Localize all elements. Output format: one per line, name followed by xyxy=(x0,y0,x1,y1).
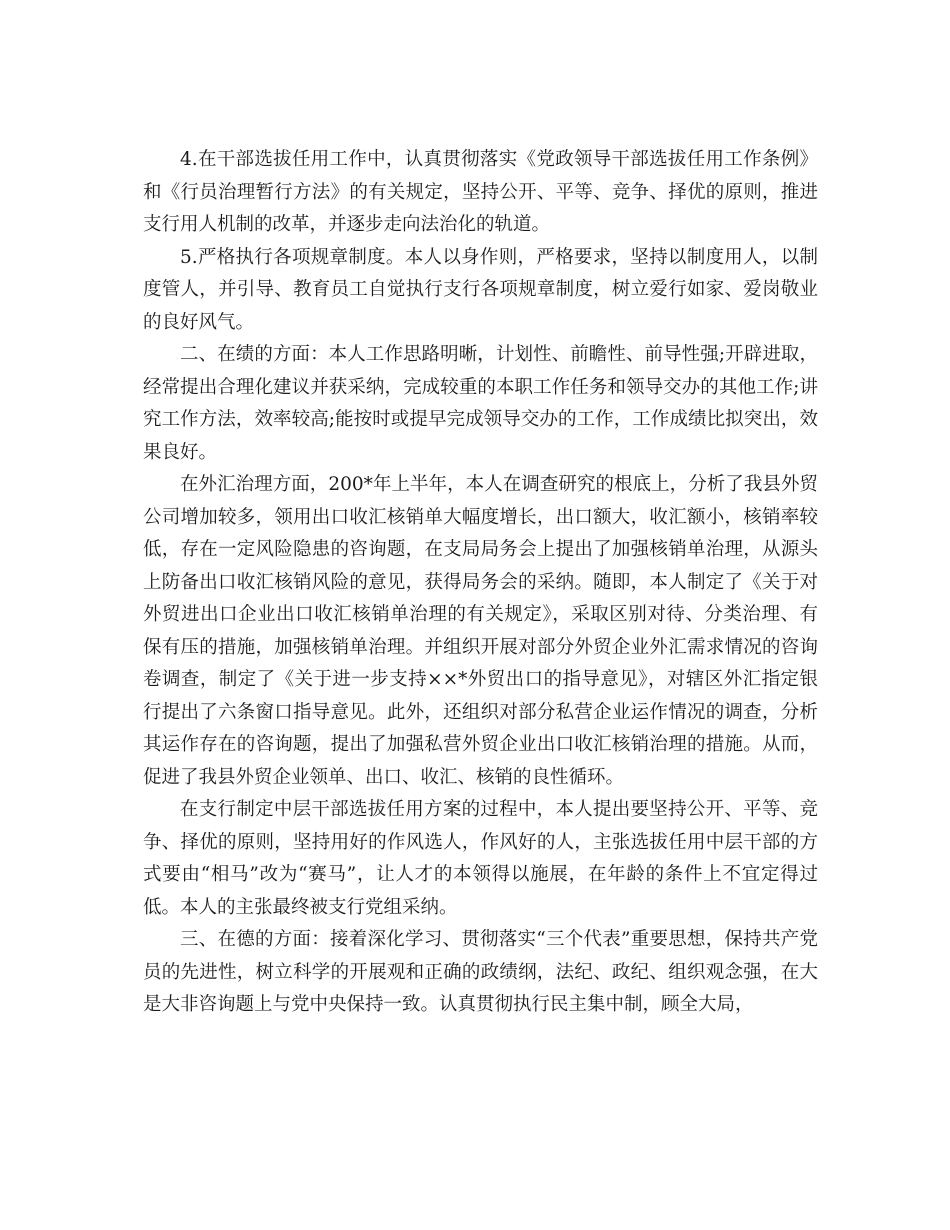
paragraph-morality: 三、在德的方面：接着深化学习、贯彻落实“三个代表”重要思想，保持共产党员的先进性，树立科学的开展观和正确的政绩纲，法纪、政纪、组织观念强，在大是大非咨询题上与党中央保持一致。认真贯彻执行民主集中制，顾全大局， xyxy=(143,929,818,1015)
paragraph-cadre-selection: 4.在干部选拔任用工作中，认真贯彻落实《党政领导干部选拔任用工作条例》和《行员治理暂行方法》的有关规定，坚持公开、平等、竞争、择优的原则，推进支行用人机制的改革，并逐步走向法治化的轨道。 xyxy=(143,149,818,235)
paragraph-middle-management: 在支行制定中层干部选拔任用方案的过程中，本人提出要坚持公开、平等、竞争、择优的原则，坚持用好的作风选人，作风好的人，主张选拔任用中层干部的方式要由“相马”改为“赛马”，让人才的本领得以施展，在年龄的条件上不宜定得过低。本人的主张最终被支行党组采纳。 xyxy=(143,799,818,918)
paragraph-foreign-exchange: 在外汇治理方面，200*年上半年，本人在调查研究的根底上，分析了我县外贸公司增加较多，领用出口收汇核销单大幅度增长，出口额大，收汇额小，核销率较低，存在一定风险隐患的咨询题，在支局局务会上提出了加强核销单治理，从源头上防备出口收汇核销风险的意见，获得局务会的采纳。随即，本人制定了《关于对外贸进出口企业出口收汇核销单治理的有关规定》，采取区别对待、分类治理、有保有压的措施，加强核销单治理。并组织开展对部分外贸企业外汇需求情况的咨询卷调查，制定了《关于进一步支持××*外贸出口的指导意见》，对辖区外汇指定银行提出了六条窗口指导意见。此外，还组织对部分私营企业运作情况的调查，分析其运作存在的咨询题，提出了加强私营外贸企业出口收汇核销治理的措施。从而，促进了我县外贸企业领单、出口、收汇、核销的良性循环。 xyxy=(143,474,818,788)
paragraph-rules-enforcement: 5.严格执行各项规章制度。本人以身作则，严格要求，坚持以制度用人，以制度管人，并引导、教育员工自觉执行支行各项规章制度，树立爱行如家、爱岗敬业的良好风气。 xyxy=(143,246,818,333)
paragraph-performance: 二、在绩的方面：本人工作思路明晰，计划性、前瞻性、前导性强;开辟进取，经常提出合理化建议并获采纳，完成较重的本职工作任务和领导交办的其他工作;讲究工作方法，效率较高;能按时或提早完成领导交办的工作，工作成绩比拟突出，效果良好。 xyxy=(143,344,818,463)
document-body xyxy=(143,144,818,1022)
